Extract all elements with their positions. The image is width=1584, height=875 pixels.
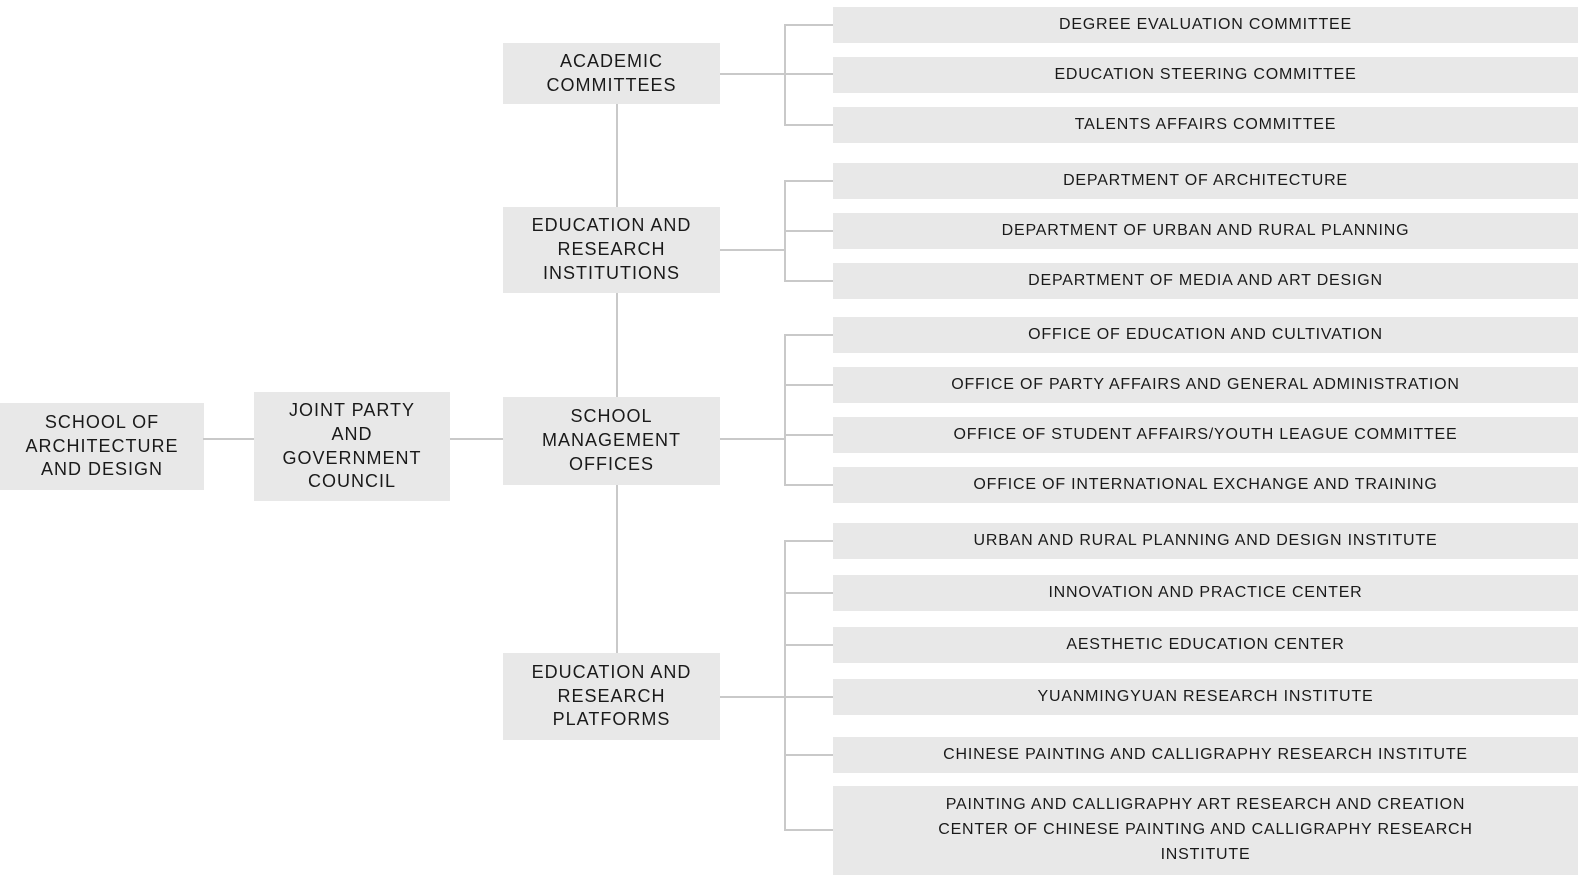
group-label: ACADEMIC COMMITTEES	[546, 50, 677, 95]
connector-line	[785, 592, 833, 594]
connector-line	[785, 280, 833, 282]
node-label: OFFICE OF STUDENT AFFAIRS/YOUTH LEAGUE COMMITTEE	[953, 426, 1458, 443]
node-label: OFFICE OF INTERNATIONAL EXCHANGE AND TRAINING	[973, 476, 1438, 493]
group-label: SCHOOL MANAGEMENT OFFICES	[541, 406, 681, 474]
node-label: INNOVATION AND PRACTICE CENTER	[1048, 584, 1363, 601]
node-label: OFFICE OF EDUCATION AND CULTIVATION	[1028, 326, 1383, 343]
node-department-of-media-and-art-design	[833, 263, 1578, 299]
connector-line	[616, 104, 618, 207]
node-department-of-urban-and-rural-planning	[833, 213, 1578, 249]
connector-line	[450, 438, 503, 440]
node-office-of-party-affairs-and-general-administration	[833, 367, 1578, 403]
node-office-of-education-and-cultivation	[833, 317, 1578, 353]
node-aesthetic-education-center	[833, 627, 1578, 663]
connector-line	[785, 24, 833, 26]
node-label: TALENTS AFFAIRS COMMITTEE	[1074, 116, 1337, 133]
connector-line	[785, 230, 833, 232]
connector-line	[785, 754, 833, 756]
node-education-steering-committee	[833, 57, 1578, 93]
group-box-academic-committees	[503, 43, 720, 104]
connector-line	[720, 696, 785, 698]
node-chinese-painting-and-calligraphy-research-institute	[833, 737, 1578, 773]
node-talents-affairs-committee	[833, 107, 1578, 143]
node-label: CHINESE PAINTING AND CALLIGRAPHY RESEARCH INSTITUTE	[943, 746, 1468, 763]
node-innovation-and-practice-center	[833, 575, 1578, 611]
connector-line	[616, 293, 618, 397]
connector-line	[785, 384, 833, 386]
node-office-of-student-affairs-youth-league-committee	[833, 417, 1578, 453]
connector-line	[616, 485, 618, 653]
node-label: AESTHETIC EDUCATION CENTER	[1066, 636, 1345, 653]
connector-line	[785, 829, 833, 831]
connector-line	[785, 540, 833, 542]
node-label: URBAN AND RURAL PLANNING AND DESIGN INSTITUTE	[973, 532, 1438, 549]
connector-line	[720, 438, 785, 440]
group-label: EDUCATION AND RESEARCH INSTITUTIONS	[531, 215, 692, 283]
node-label: JOINT PARTY AND GOVERNMENT COUNCIL	[282, 399, 422, 492]
node-painting-and-calligraphy-art-research-and-creation-center	[833, 786, 1578, 875]
node-degree-evaluation-committee	[833, 7, 1578, 43]
node-label: EDUCATION STEERING COMMITTEE	[1054, 66, 1357, 83]
group-box-education-and-research-institutions	[503, 207, 720, 293]
node-label: DEGREE EVALUATION COMMITTEE	[1058, 16, 1353, 33]
connector-line	[784, 24, 786, 126]
node-joint-party-and-government-council	[254, 392, 450, 501]
node-school-of-architecture-and-design	[0, 403, 204, 490]
node-yuanmingyuan-research-institute	[833, 679, 1578, 715]
node-label: PAINTING AND CALLIGRAPHY ART RESEARCH AND CREATION CENTER OF CHINESE PAINTING AND CALLIGRAPHY RESEARCH INSTITUTE	[938, 796, 1473, 863]
group-label: EDUCATION AND RESEARCH PLATFORMS	[531, 661, 692, 730]
node-label: OFFICE OF PARTY AFFAIRS AND GENERAL ADMINISTRATION	[951, 376, 1460, 393]
node-office-of-international-exchange-and-training	[833, 467, 1578, 503]
connector-line	[720, 73, 785, 75]
group-box-education-and-research-platforms	[503, 653, 720, 740]
connector-line	[784, 334, 786, 486]
connector-line	[785, 73, 833, 75]
connector-line	[785, 696, 833, 698]
node-department-of-architecture	[833, 163, 1578, 199]
connector-line	[784, 540, 786, 831]
node-urban-and-rural-planning-and-design-institute	[833, 523, 1578, 559]
node-label: SCHOOL OF ARCHITECTURE AND DESIGN	[25, 411, 179, 480]
connector-line	[785, 484, 833, 486]
connector-line	[785, 180, 833, 182]
node-label: DEPARTMENT OF MEDIA AND ART DESIGN	[1028, 272, 1383, 289]
group-box-school-management-offices	[503, 397, 720, 485]
connector-line	[785, 334, 833, 336]
connector-line	[785, 124, 833, 126]
connector-line	[785, 434, 833, 436]
connector-line	[203, 438, 254, 440]
connector-line	[720, 249, 785, 251]
connector-line	[785, 644, 833, 646]
node-label: DEPARTMENT OF ARCHITECTURE	[1063, 172, 1348, 189]
node-label: DEPARTMENT OF URBAN AND RURAL PLANNING	[1001, 222, 1410, 239]
node-label: YUANMINGYUAN RESEARCH INSTITUTE	[1037, 688, 1374, 705]
